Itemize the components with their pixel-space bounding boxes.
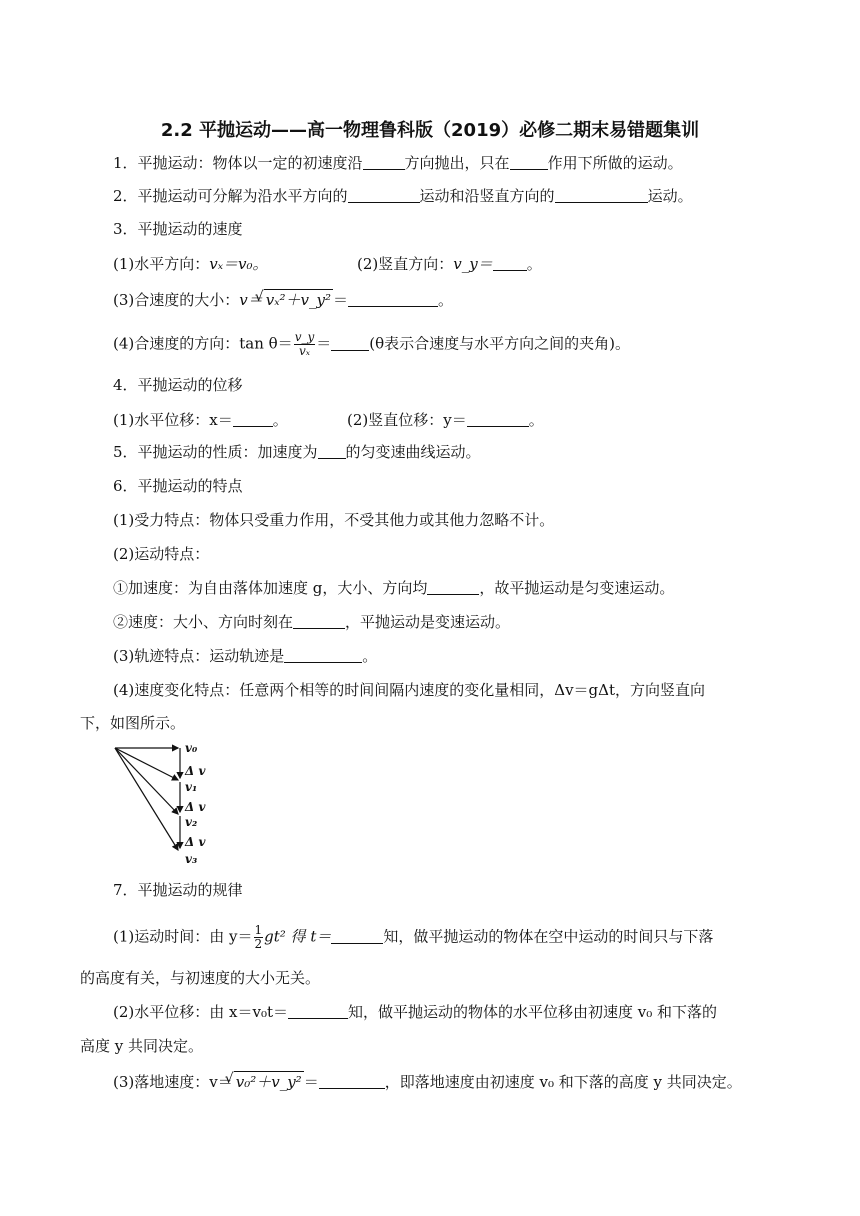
blank	[555, 187, 648, 203]
blank	[467, 411, 529, 427]
motion-feature: (2)运动特点：	[113, 545, 210, 563]
label-v0: v₀	[185, 741, 198, 755]
velocity-components: (1)水平方向：vₓ＝v₀。	[113, 255, 268, 273]
vertical-displacement: (2)竖直位移：y＝ 。	[347, 411, 544, 429]
blank	[363, 154, 405, 170]
velocity-feature: ②速度：大小、方向时刻在 ，平抛运动是变速运动。	[113, 613, 511, 631]
force-feature: (1)受力特点：物体只受重力作用，不受其他力或其他力忽略不计。	[113, 511, 555, 529]
blank	[331, 335, 369, 351]
blank	[319, 1073, 385, 1089]
label-delta-v: Δ v	[185, 764, 206, 778]
velocity-change-feature-cont: 下，如图所示。	[80, 714, 186, 732]
blank	[293, 613, 345, 629]
velocity-direction: (4)合速度的方向：tan θ＝ $\frac{v\_y}{\text{vₓ}}$ ＝ (θ表示合速度与水平方向之间的夹角)。	[113, 330, 631, 358]
trajectory-feature: (3)轨迹特点：运动轨迹是 。	[113, 647, 378, 665]
velocity-change-feature: (4)速度变化特点：任意两个相等的时间间隔内速度的变化量相同，Δv＝gΔt，方向竖直向	[113, 681, 706, 699]
item-6: 6．平抛运动的特点	[113, 477, 243, 495]
blank	[318, 443, 346, 459]
label-v1: v₁	[185, 780, 198, 794]
item-7: 7．平抛运动的规律	[113, 881, 243, 899]
item-3: 3．平抛运动的速度	[113, 220, 243, 238]
blank	[233, 411, 273, 427]
blank	[331, 928, 383, 944]
acceleration-feature: ①加速度：为自由落体加速度 g，大小、方向均 ，故平抛运动是匀变速运动。	[113, 579, 675, 597]
item-1: 1．平抛运动：物体以一定的初速度沿 方向抛出，只在 作用下所做的运动。	[113, 154, 683, 172]
item-5: 5．平抛运动的性质：加速度为 的匀变速曲线运动。	[113, 443, 481, 461]
blank	[288, 1003, 348, 1019]
label-delta-v: Δ v	[185, 800, 206, 814]
vertical-velocity: (2)竖直方向：v_y＝ 。	[357, 255, 542, 273]
blank	[510, 154, 548, 170]
velocity-magnitude: (3)合速度的大小：v＝√ vₓ²＋v_y² ＝ 。	[113, 289, 453, 310]
blank	[284, 647, 362, 663]
item-2: 2．平抛运动可分解为沿水平方向的 运动和沿竖直方向的 运动。	[113, 187, 693, 205]
blank	[348, 187, 420, 203]
landing-velocity: (3)落地速度：v＝√ v₀²＋v_y² ＝ ，即落地速度由初速度 v₀ 和下落的高度 y 共同决定。	[113, 1071, 742, 1092]
velocity-vector-diagram	[110, 740, 220, 870]
label-v2: v₂	[185, 815, 198, 829]
motion-time: (1)运动时间：由 y＝ $\frac{1}{2}$ gt² 得 t＝ 知，做平抛运动的物体在空中运动的时间只与下落	[113, 923, 714, 951]
blank	[348, 291, 438, 307]
horizontal-range: (2)水平位移：由 x＝v₀t＝ 知，做平抛运动的物体的水平位移由初速度 v₀ 和下落的	[113, 1003, 718, 1021]
label-delta-v: Δ v	[185, 835, 206, 849]
motion-time-cont: 的高度有关，与初速度的大小无关。	[80, 969, 321, 987]
page-title: 2.2 平抛运动——高一物理鲁科版（2019）必修二期末易错题集训	[160, 120, 700, 141]
horizontal-displacement: (1)水平位移：x＝ 。	[113, 411, 288, 429]
blank	[493, 255, 527, 271]
blank	[427, 579, 479, 595]
item-4: 4．平抛运动的位移	[113, 376, 243, 394]
horizontal-range-cont: 高度 y 共同决定。	[80, 1037, 204, 1055]
label-v3: v₃	[185, 852, 198, 866]
